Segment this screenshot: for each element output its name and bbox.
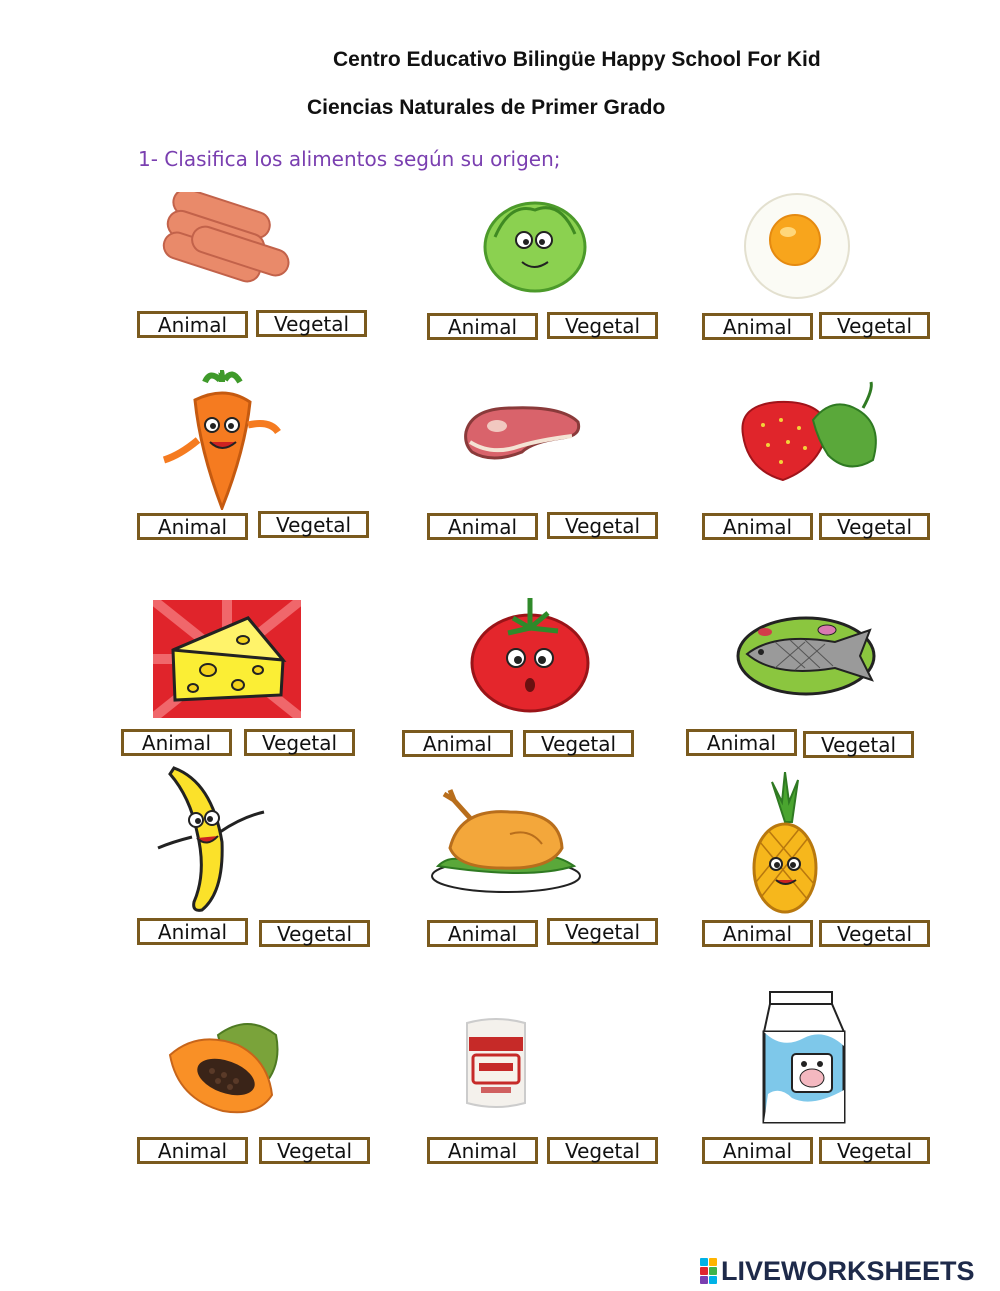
lettuce-icon <box>480 192 590 297</box>
item-12-animal-option[interactable]: Animal <box>702 920 813 947</box>
item-12-vegetal-option[interactable]: Vegetal <box>819 920 930 947</box>
tomato-icon <box>468 593 592 717</box>
item-7-vegetal-option[interactable]: Vegetal <box>244 729 355 756</box>
item-14-animal-option[interactable]: Animal <box>427 1137 538 1164</box>
item-7-animal-option[interactable]: Animal <box>121 729 232 756</box>
milk-carton-icon <box>762 990 848 1125</box>
item-10-animal-option[interactable]: Animal <box>137 918 248 945</box>
item-15-vegetal-option[interactable]: Vegetal <box>819 1137 930 1164</box>
item-8-vegetal-option[interactable]: Vegetal <box>523 730 634 757</box>
liveworksheets-logo[interactable] <box>700 1256 975 1286</box>
steak-icon <box>462 402 584 462</box>
item-14-vegetal-option[interactable]: Vegetal <box>547 1137 658 1164</box>
item-9-animal-option[interactable]: Animal <box>686 729 797 756</box>
item-11-vegetal-option[interactable]: Vegetal <box>547 918 658 945</box>
roast-chicken-icon <box>430 788 582 894</box>
item-15-animal-option[interactable]: Animal <box>702 1137 813 1164</box>
logo-icon <box>700 1258 717 1284</box>
item-3-animal-option[interactable]: Animal <box>702 313 813 340</box>
item-9-vegetal-option[interactable]: Vegetal <box>803 731 914 758</box>
fish-plate-icon <box>735 612 877 697</box>
item-4-vegetal-option[interactable]: Vegetal <box>258 511 369 538</box>
item-8-animal-option[interactable]: Animal <box>402 730 513 757</box>
item-5-vegetal-option[interactable]: Vegetal <box>547 512 658 539</box>
cheese-icon <box>153 600 301 718</box>
pineapple-icon <box>752 772 818 914</box>
logo-text: LIVEWORKSHEETS <box>721 1255 975 1286</box>
sausages-icon <box>160 192 300 297</box>
item-3-vegetal-option[interactable]: Vegetal <box>819 312 930 339</box>
item-5-animal-option[interactable]: Animal <box>427 513 538 540</box>
fried-egg-icon <box>742 192 852 300</box>
papaya-icon <box>168 1015 282 1118</box>
item-6-animal-option[interactable]: Animal <box>702 513 813 540</box>
item-11-animal-option[interactable]: Animal <box>427 920 538 947</box>
item-10-vegetal-option[interactable]: Vegetal <box>259 920 370 947</box>
item-1-animal-option[interactable]: Animal <box>137 311 248 338</box>
item-2-vegetal-option[interactable]: Vegetal <box>547 312 658 339</box>
item-2-animal-option[interactable]: Animal <box>427 313 538 340</box>
item-13-vegetal-option[interactable]: Vegetal <box>259 1137 370 1164</box>
strawberry-icon <box>733 380 891 488</box>
subject-title: Ciencias Naturales de Primer Grado <box>307 96 666 119</box>
school-name: Centro Educativo Bilingüe Happy School For Kid <box>333 48 821 71</box>
item-4-animal-option[interactable]: Animal <box>137 513 248 540</box>
item-13-animal-option[interactable]: Animal <box>137 1137 248 1164</box>
banana-icon <box>152 762 276 914</box>
carrot-icon <box>160 370 285 510</box>
instruction-text: 1- Clasifica los alimentos según su origen; <box>138 147 561 171</box>
item-1-vegetal-option[interactable]: Vegetal <box>256 310 367 337</box>
flour-bag-icon <box>463 1015 529 1111</box>
item-6-vegetal-option[interactable]: Vegetal <box>819 513 930 540</box>
